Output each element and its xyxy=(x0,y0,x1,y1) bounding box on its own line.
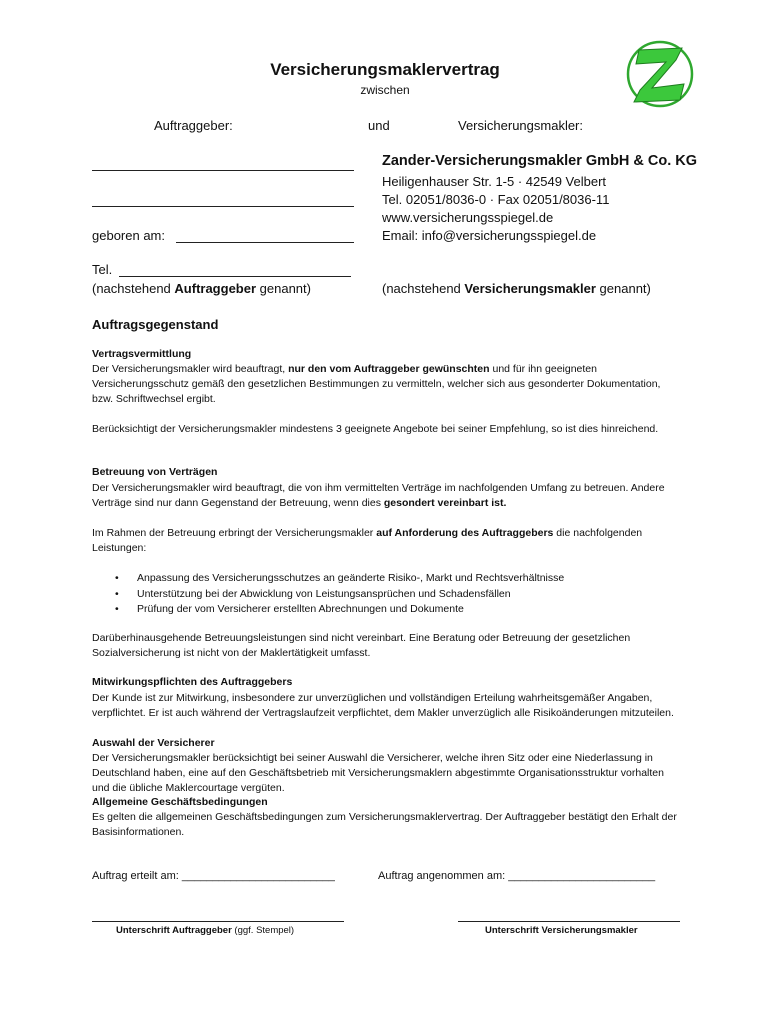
broker-signature-label: Unterschrift Versicherungsmakler xyxy=(485,925,638,936)
betreuung-paragraph-3: Darüberhinausgehende Betreuungsleistungen sind nicht vereinbart. Eine Beratung oder Betreuung der gesetzlichen Sozialversicherung ist nicht von der Maklertätigkeit umfasst. xyxy=(92,632,631,659)
document-title: Versicherungsmaklervertrag xyxy=(270,60,500,79)
betreuung-paragraph-1: Der Versicherungsmakler wird beauftragt, die von ihm vermittelten Verträge im nachfolgenden Umfang zu betreuen. Andere Verträge sind nur dann Gegenstand der Betreuung, wenn dies gesondert vereinbart ist. xyxy=(92,482,665,509)
born-label: geboren am: xyxy=(92,228,165,243)
client-label: Auftraggeber: xyxy=(154,118,233,133)
born-date-line[interactable] xyxy=(176,242,354,243)
broker-phone: Tel. 02051/8036-0 · Fax 02051/8036-11 xyxy=(382,192,610,207)
client-signature-line[interactable] xyxy=(92,921,344,922)
client-name-line[interactable] xyxy=(92,170,354,171)
client-designation: (nachstehend Auftraggeber genannt) xyxy=(92,281,311,296)
vermittlung-paragraph-1: Der Versicherungsmakler wird beauftragt, nur den vom Auftraggeber gewünschten und für ihn geeigneten Versicherungsschutz gemäß den gesetzlichen Bestimmungen zu vermitteln, welcher sich aus gesonderter Dokumentation, bzw. Schriftwechsel ergibt. xyxy=(92,363,661,405)
document-subtitle: zwischen xyxy=(360,83,410,97)
broker-website: www.versicherungsspiegel.de xyxy=(382,210,554,225)
company-logo xyxy=(626,40,694,108)
vermittlung-heading: Vertragsvermittlung xyxy=(92,348,192,360)
broker-address: Heiligenhauser Str. 1-5 · 42549 Velbert xyxy=(382,174,607,189)
broker-email: Email: info@versicherungsspiegel.de xyxy=(382,228,597,243)
auswahl-paragraph: Der Versicherungsmakler berücksichtigt bei seiner Auswahl die Versicherer, welche ihren Sitz oder eine Niederlassung in Deutschland haben, eine auf den Geschäftsbetrieb mit Versicherungsmaklern abgestimmte Organisationsstruktur vorhalten und die übliche Maklercourtage vergüten. xyxy=(92,752,664,794)
mitwirkung-paragraph: Der Kunde ist zur Mitwirkung, insbesondere zur unverzüglichen und vollständigen Erteilung wahrheitsgemäßer Angaben, verpflichtet. Er ist auch während der Vertragslaufzeit verpflichtet, dem Makler unverzüglich alle Risikoänderungen mitzuteilen. xyxy=(92,692,674,719)
order-accepted-date[interactable]: Auftrag angenommen am: ________________________ xyxy=(378,870,656,882)
services-list xyxy=(92,571,692,618)
agb-heading: Allgemeine Geschäftsbedingungen xyxy=(92,796,268,808)
list-item: • Anpassung des Versicherungsschutzes an geänderte Risiko-, Markt und Rechtsverhältnisse xyxy=(92,571,692,587)
tel-line[interactable] xyxy=(119,276,351,277)
bullet-icon: • xyxy=(115,587,119,600)
list-item: • Prüfung der vom Versicherer erstellten Abrechnungen und Dokumente xyxy=(92,602,692,618)
broker-company-name: Zander-Versicherungsmakler GmbH & Co. KG xyxy=(382,153,698,169)
bullet-icon: • xyxy=(115,572,119,584)
bullet-icon: • xyxy=(115,603,119,615)
tel-label: Tel. xyxy=(92,262,113,277)
mitwirkung-heading: Mitwirkungspflichten des Auftraggebers xyxy=(92,676,293,688)
vermittlung-paragraph-2: Berücksichtigt der Versicherungsmakler mindestens 3 geeignete Angebote bei seiner Empfehlung, so ist dies hinreichend. xyxy=(92,423,659,435)
betreuung-heading: Betreuung von Verträgen xyxy=(92,466,218,478)
broker-label: Versicherungsmakler: xyxy=(458,118,583,133)
auswahl-heading: Auswahl der Versicherer xyxy=(92,737,215,749)
broker-designation: (nachstehend Versicherungsmakler genannt) xyxy=(382,281,651,296)
client-address-line[interactable] xyxy=(92,206,354,207)
client-signature-label: Unterschrift Auftraggeber (ggf. Stempel) xyxy=(116,925,295,936)
agb-paragraph: Es gelten die allgemeinen Geschäftsbedingungen zum Versicherungsmaklervertrag. Der Auftraggeber bestätigt den Erhalt der Basisinformationen. xyxy=(92,811,677,838)
section-title: Auftragsgegenstand xyxy=(92,317,219,332)
and-label: und xyxy=(368,118,390,133)
broker-signature-line[interactable] xyxy=(458,921,680,922)
order-issued-date[interactable]: Auftrag erteilt am: _________________________ xyxy=(92,870,335,882)
betreuung-paragraph-2: Im Rahmen der Betreuung erbringt der Versicherungsmakler auf Anforderung des Auftraggebers die nachfolgenden Leistungen: xyxy=(92,527,643,554)
list-item: • Unterstützung bei der Abwicklung von Leistungsansprüchen und Schadensfällen xyxy=(92,587,692,603)
